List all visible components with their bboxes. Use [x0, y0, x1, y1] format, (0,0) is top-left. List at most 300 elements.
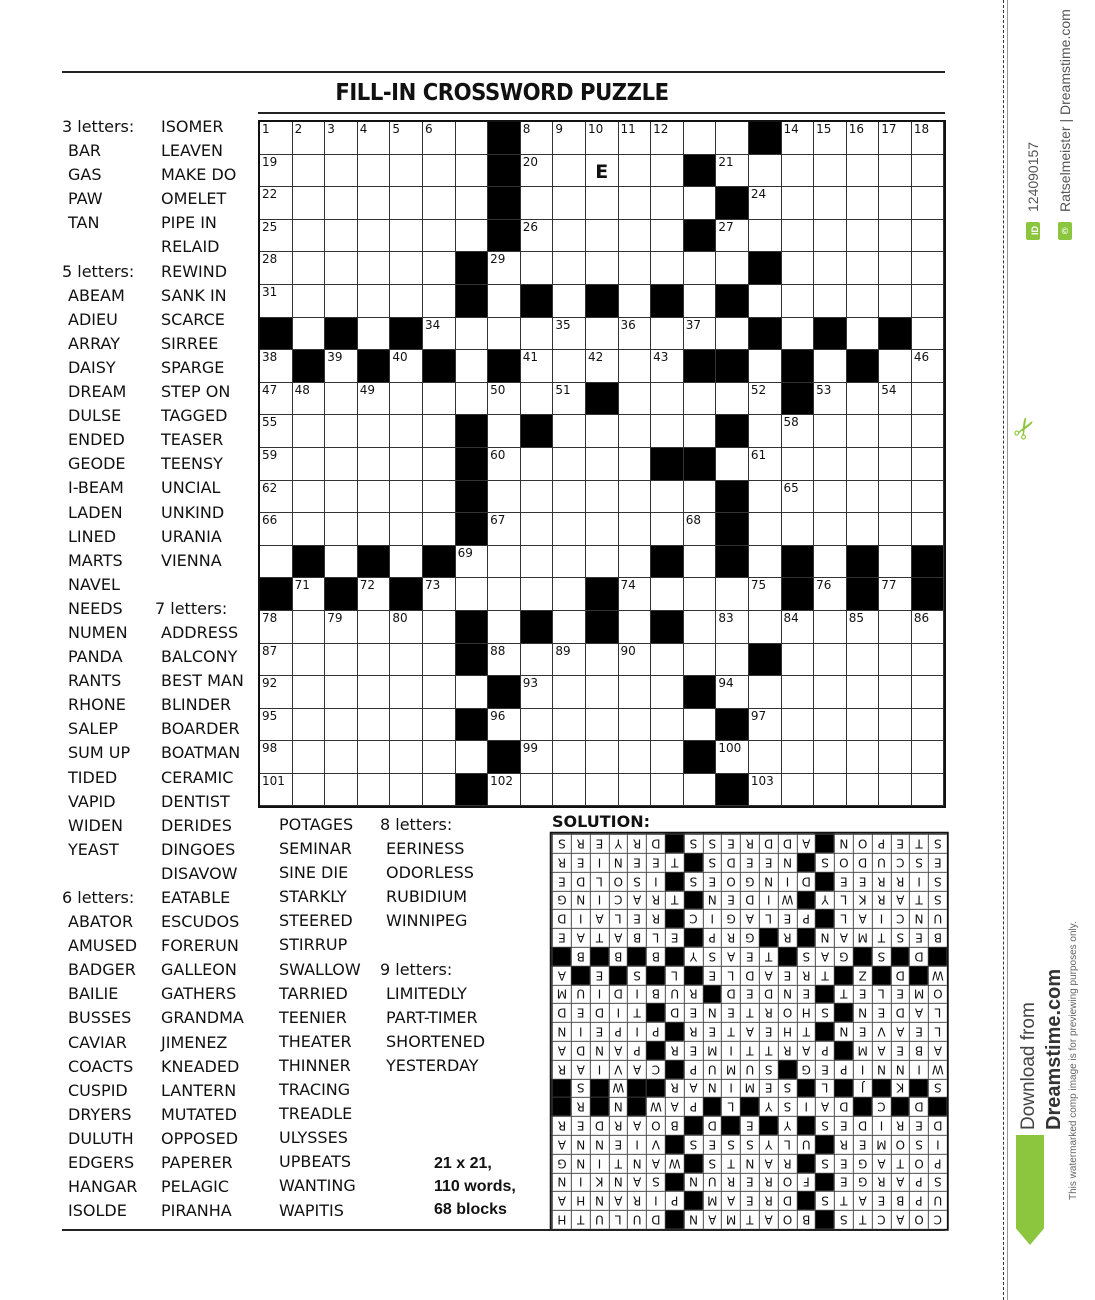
grid-cell[interactable] [847, 709, 880, 742]
grid-cell[interactable] [325, 187, 358, 220]
grid-cell[interactable] [293, 155, 326, 188]
grid-cell[interactable] [325, 481, 358, 514]
grid-cell[interactable] [814, 350, 847, 383]
grid-cell[interactable] [293, 122, 326, 155]
grid-cell[interactable] [521, 481, 554, 514]
grid-cell[interactable] [293, 448, 326, 481]
grid-cell[interactable] [912, 676, 945, 709]
grid-cell[interactable] [293, 611, 326, 644]
grid-cell[interactable] [488, 611, 521, 644]
grid-cell[interactable] [684, 546, 717, 579]
grid-cell[interactable] [619, 546, 652, 579]
grid-cell[interactable] [619, 252, 652, 285]
grid-cell[interactable] [260, 546, 293, 579]
grid-cell[interactable] [325, 644, 358, 677]
grid-cell[interactable] [814, 676, 847, 709]
grid-cell[interactable] [847, 774, 880, 807]
grid-cell[interactable] [390, 448, 423, 481]
grid-cell[interactable] [684, 709, 717, 742]
grid-cell[interactable] [684, 481, 717, 514]
grid-cell[interactable] [782, 611, 815, 644]
grid-cell[interactable] [488, 513, 521, 546]
crossword-grid[interactable] [258, 120, 946, 808]
grid-cell[interactable] [488, 285, 521, 318]
grid-cell[interactable] [586, 741, 619, 774]
grid-cell[interactable] [390, 644, 423, 677]
grid-cell[interactable] [749, 546, 782, 579]
grid-cell[interactable] [814, 513, 847, 546]
grid-cell[interactable] [521, 318, 554, 351]
grid-cell[interactable] [358, 578, 391, 611]
grid-cell[interactable] [847, 220, 880, 253]
grid-cell[interactable] [358, 774, 391, 807]
grid-cell[interactable] [879, 578, 912, 611]
grid-cell[interactable] [814, 187, 847, 220]
grid-cell[interactable] [586, 187, 619, 220]
grid-cell[interactable] [684, 513, 717, 546]
grid-cell[interactable] [619, 644, 652, 677]
grid-cell[interactable] [456, 578, 489, 611]
grid-cell[interactable] [586, 220, 619, 253]
grid-cell[interactable] [553, 644, 586, 677]
grid-cell[interactable] [716, 220, 749, 253]
grid-cell[interactable] [293, 220, 326, 253]
grid-cell[interactable] [521, 383, 554, 416]
grid-cell[interactable] [456, 676, 489, 709]
grid-cell[interactable] [749, 709, 782, 742]
grid-cell[interactable] [912, 481, 945, 514]
grid-cell[interactable] [260, 611, 293, 644]
grid-cell[interactable] [358, 676, 391, 709]
grid-cell[interactable] [358, 122, 391, 155]
grid-cell[interactable] [749, 578, 782, 611]
grid-cell[interactable] [847, 741, 880, 774]
grid-cell[interactable] [782, 644, 815, 677]
grid-cell[interactable] [423, 252, 456, 285]
grid-cell[interactable] [586, 448, 619, 481]
grid-cell[interactable] [619, 220, 652, 253]
grid-cell[interactable] [847, 513, 880, 546]
grid-cell[interactable] [651, 187, 684, 220]
grid-cell[interactable] [847, 252, 880, 285]
grid-cell[interactable] [716, 155, 749, 188]
grid-cell[interactable] [847, 155, 880, 188]
grid-cell[interactable] [423, 774, 456, 807]
grid-cell[interactable] [423, 285, 456, 318]
grid-cell[interactable] [749, 187, 782, 220]
grid-cell[interactable] [879, 546, 912, 579]
grid-cell[interactable] [586, 676, 619, 709]
grid-cell[interactable] [782, 155, 815, 188]
grid-cell[interactable] [293, 481, 326, 514]
grid-cell[interactable] [423, 676, 456, 709]
grid-cell[interactable] [847, 318, 880, 351]
grid-cell[interactable] [325, 415, 358, 448]
grid-cell[interactable] [879, 122, 912, 155]
grid-cell[interactable] [553, 155, 586, 188]
grid-cell[interactable] [912, 415, 945, 448]
grid-cell[interactable] [619, 122, 652, 155]
grid-cell[interactable] [749, 741, 782, 774]
grid-cell[interactable] [423, 578, 456, 611]
grid-cell[interactable] [651, 578, 684, 611]
grid-cell[interactable] [325, 155, 358, 188]
grid-cell[interactable] [553, 448, 586, 481]
grid-cell[interactable] [293, 644, 326, 677]
grid-cell[interactable] [684, 318, 717, 351]
grid-cell[interactable] [260, 513, 293, 546]
grid-cell[interactable] [553, 220, 586, 253]
grid-cell[interactable] [912, 611, 945, 644]
grid-cell[interactable] [749, 285, 782, 318]
grid-cell[interactable] [325, 448, 358, 481]
grid-cell[interactable] [912, 122, 945, 155]
grid-cell[interactable] [912, 220, 945, 253]
grid-cell[interactable] [749, 350, 782, 383]
grid-cell[interactable] [586, 546, 619, 579]
grid-cell[interactable] [488, 415, 521, 448]
grid-cell[interactable] [325, 383, 358, 416]
grid-cell[interactable] [423, 741, 456, 774]
grid-cell[interactable] [325, 252, 358, 285]
grid-cell[interactable] [358, 513, 391, 546]
grid-cell[interactable] [390, 220, 423, 253]
grid-cell[interactable] [619, 448, 652, 481]
grid-cell[interactable] [488, 709, 521, 742]
grid-cell[interactable] [488, 774, 521, 807]
grid-cell[interactable] [553, 252, 586, 285]
grid-cell[interactable] [358, 448, 391, 481]
grid-cell[interactable] [651, 415, 684, 448]
grid-cell[interactable] [586, 709, 619, 742]
grid-cell[interactable] [553, 741, 586, 774]
grid-cell[interactable] [586, 318, 619, 351]
grid-cell[interactable] [619, 350, 652, 383]
grid-cell[interactable] [456, 350, 489, 383]
grid-cell[interactable] [716, 741, 749, 774]
grid-cell[interactable] [684, 285, 717, 318]
grid-cell[interactable] [651, 122, 684, 155]
grid-cell[interactable] [619, 285, 652, 318]
grid-cell[interactable] [879, 285, 912, 318]
grid-cell[interactable] [619, 513, 652, 546]
grid-cell[interactable] [423, 481, 456, 514]
grid-cell[interactable] [782, 774, 815, 807]
grid-cell[interactable] [879, 709, 912, 742]
grid-cell[interactable] [749, 513, 782, 546]
grid-cell[interactable] [586, 644, 619, 677]
grid-cell[interactable] [293, 676, 326, 709]
grid-cell[interactable] [586, 122, 619, 155]
grid-cell[interactable] [553, 285, 586, 318]
grid-cell[interactable] [521, 644, 554, 677]
grid-cell[interactable] [879, 252, 912, 285]
grid-cell[interactable] [651, 383, 684, 416]
grid-cell[interactable] [749, 155, 782, 188]
grid-cell[interactable] [358, 644, 391, 677]
grid-cell[interactable] [521, 578, 554, 611]
grid-cell[interactable] [390, 676, 423, 709]
grid-cell[interactable] [814, 774, 847, 807]
grid-cell[interactable] [782, 122, 815, 155]
grid-cell[interactable] [521, 513, 554, 546]
grid-cell[interactable] [879, 611, 912, 644]
grid-cell[interactable] [358, 481, 391, 514]
grid-cell[interactable] [521, 350, 554, 383]
grid-cell[interactable] [619, 578, 652, 611]
grid-cell[interactable] [651, 709, 684, 742]
grid-cell[interactable] [586, 252, 619, 285]
grid-cell[interactable] [684, 774, 717, 807]
grid-cell[interactable] [879, 741, 912, 774]
grid-cell[interactable] [390, 741, 423, 774]
grid-cell[interactable] [586, 155, 619, 188]
grid-cell[interactable] [684, 252, 717, 285]
grid-cell[interactable] [293, 187, 326, 220]
grid-cell[interactable] [847, 415, 880, 448]
grid-cell[interactable] [358, 611, 391, 644]
grid-cell[interactable] [879, 383, 912, 416]
grid-cell[interactable] [749, 383, 782, 416]
grid-cell[interactable] [423, 187, 456, 220]
grid-cell[interactable] [260, 155, 293, 188]
grid-cell[interactable] [879, 774, 912, 807]
grid-cell[interactable] [684, 644, 717, 677]
grid-cell[interactable] [488, 252, 521, 285]
grid-cell[interactable] [390, 383, 423, 416]
grid-cell[interactable] [847, 611, 880, 644]
grid-cell[interactable] [749, 676, 782, 709]
grid-cell[interactable] [814, 741, 847, 774]
grid-cell[interactable] [749, 481, 782, 514]
grid-cell[interactable] [521, 122, 554, 155]
grid-cell[interactable] [553, 513, 586, 546]
grid-cell[interactable] [325, 122, 358, 155]
grid-cell[interactable] [879, 187, 912, 220]
grid-cell[interactable] [847, 122, 880, 155]
grid-cell[interactable] [847, 481, 880, 514]
grid-cell[interactable] [423, 318, 456, 351]
grid-cell[interactable] [325, 774, 358, 807]
grid-cell[interactable] [325, 709, 358, 742]
grid-cell[interactable] [390, 252, 423, 285]
grid-cell[interactable] [749, 611, 782, 644]
grid-cell[interactable] [619, 676, 652, 709]
grid-cell[interactable] [716, 578, 749, 611]
grid-cell[interactable] [684, 415, 717, 448]
grid-cell[interactable] [521, 741, 554, 774]
grid-cell[interactable] [423, 383, 456, 416]
grid-cell[interactable] [423, 709, 456, 742]
grid-cell[interactable] [553, 709, 586, 742]
grid-cell[interactable] [325, 350, 358, 383]
grid-cell[interactable] [782, 415, 815, 448]
grid-cell[interactable] [879, 220, 912, 253]
grid-cell[interactable] [521, 220, 554, 253]
grid-cell[interactable] [814, 415, 847, 448]
grid-cell[interactable] [586, 415, 619, 448]
grid-cell[interactable] [716, 611, 749, 644]
grid-cell[interactable] [586, 774, 619, 807]
grid-cell[interactable] [293, 741, 326, 774]
grid-cell[interactable] [749, 774, 782, 807]
grid-cell[interactable] [847, 285, 880, 318]
grid-cell[interactable] [390, 546, 423, 579]
grid-cell[interactable] [456, 741, 489, 774]
grid-cell[interactable] [814, 611, 847, 644]
grid-cell[interactable] [358, 383, 391, 416]
grid-cell[interactable] [684, 383, 717, 416]
grid-cell[interactable] [358, 318, 391, 351]
grid-cell[interactable] [488, 644, 521, 677]
grid-cell[interactable] [456, 155, 489, 188]
grid-cell[interactable] [619, 187, 652, 220]
grid-cell[interactable] [619, 611, 652, 644]
grid-cell[interactable] [325, 285, 358, 318]
grid-cell[interactable] [651, 774, 684, 807]
grid-cell[interactable] [749, 448, 782, 481]
grid-cell[interactable] [488, 448, 521, 481]
grid-cell[interactable] [586, 513, 619, 546]
grid-cell[interactable] [553, 350, 586, 383]
grid-cell[interactable] [260, 644, 293, 677]
grid-cell[interactable] [814, 155, 847, 188]
grid-cell[interactable] [423, 220, 456, 253]
grid-cell[interactable] [260, 676, 293, 709]
grid-cell[interactable] [423, 611, 456, 644]
grid-cell[interactable] [553, 122, 586, 155]
grid-cell[interactable] [325, 676, 358, 709]
grid-cell[interactable] [814, 481, 847, 514]
grid-cell[interactable] [390, 709, 423, 742]
grid-cell[interactable] [651, 513, 684, 546]
grid-cell[interactable] [879, 155, 912, 188]
grid-cell[interactable] [521, 155, 554, 188]
grid-cell[interactable] [325, 513, 358, 546]
grid-cell[interactable] [390, 415, 423, 448]
grid-cell[interactable] [651, 741, 684, 774]
grid-cell[interactable] [782, 220, 815, 253]
grid-cell[interactable] [521, 546, 554, 579]
grid-cell[interactable] [782, 285, 815, 318]
grid-cell[interactable] [553, 481, 586, 514]
grid-cell[interactable] [423, 644, 456, 677]
grid-cell[interactable] [814, 220, 847, 253]
grid-cell[interactable] [260, 350, 293, 383]
grid-cell[interactable] [879, 448, 912, 481]
grid-cell[interactable] [847, 187, 880, 220]
grid-cell[interactable] [293, 709, 326, 742]
grid-cell[interactable] [651, 252, 684, 285]
grid-cell[interactable] [521, 448, 554, 481]
grid-cell[interactable] [814, 448, 847, 481]
grid-cell[interactable] [553, 611, 586, 644]
grid-cell[interactable] [879, 350, 912, 383]
grid-cell[interactable] [684, 187, 717, 220]
grid-cell[interactable] [814, 252, 847, 285]
grid-cell[interactable] [716, 676, 749, 709]
grid-cell[interactable] [456, 318, 489, 351]
grid-cell[interactable] [651, 318, 684, 351]
grid-cell[interactable] [912, 350, 945, 383]
grid-cell[interactable] [586, 350, 619, 383]
grid-cell[interactable] [782, 187, 815, 220]
grid-cell[interactable] [619, 481, 652, 514]
grid-cell[interactable] [260, 383, 293, 416]
grid-cell[interactable] [716, 644, 749, 677]
grid-cell[interactable] [521, 774, 554, 807]
grid-cell[interactable] [651, 350, 684, 383]
grid-cell[interactable] [260, 415, 293, 448]
grid-cell[interactable] [553, 383, 586, 416]
grid-cell[interactable] [847, 676, 880, 709]
grid-cell[interactable] [814, 546, 847, 579]
grid-cell[interactable] [553, 578, 586, 611]
grid-cell[interactable] [293, 252, 326, 285]
grid-cell[interactable] [782, 676, 815, 709]
grid-cell[interactable] [814, 578, 847, 611]
grid-cell[interactable] [521, 187, 554, 220]
grid-cell[interactable] [358, 709, 391, 742]
grid-cell[interactable] [358, 741, 391, 774]
grid-cell[interactable] [586, 481, 619, 514]
grid-cell[interactable] [912, 774, 945, 807]
grid-cell[interactable] [456, 383, 489, 416]
grid-cell[interactable] [521, 709, 554, 742]
grid-cell[interactable] [912, 741, 945, 774]
grid-cell[interactable] [912, 383, 945, 416]
grid-cell[interactable] [879, 513, 912, 546]
grid-cell[interactable] [325, 741, 358, 774]
grid-cell[interactable] [782, 741, 815, 774]
grid-cell[interactable] [260, 285, 293, 318]
grid-cell[interactable] [814, 285, 847, 318]
grid-cell[interactable] [260, 252, 293, 285]
grid-cell[interactable] [390, 187, 423, 220]
grid-cell[interactable] [716, 383, 749, 416]
grid-cell[interactable] [488, 481, 521, 514]
grid-cell[interactable] [260, 220, 293, 253]
grid-cell[interactable] [553, 415, 586, 448]
grid-cell[interactable] [456, 187, 489, 220]
grid-cell[interactable] [684, 122, 717, 155]
grid-cell[interactable] [390, 481, 423, 514]
grid-cell[interactable] [260, 448, 293, 481]
grid-cell[interactable] [293, 774, 326, 807]
grid-cell[interactable] [488, 318, 521, 351]
grid-cell[interactable] [782, 448, 815, 481]
grid-cell[interactable] [912, 318, 945, 351]
grid-cell[interactable] [782, 709, 815, 742]
grid-cell[interactable] [260, 122, 293, 155]
grid-cell[interactable] [390, 611, 423, 644]
grid-cell[interactable] [260, 774, 293, 807]
grid-cell[interactable] [716, 122, 749, 155]
grid-cell[interactable] [456, 546, 489, 579]
grid-cell[interactable] [619, 155, 652, 188]
grid-cell[interactable] [651, 220, 684, 253]
grid-cell[interactable] [358, 415, 391, 448]
grid-cell[interactable] [651, 155, 684, 188]
grid-cell[interactable] [553, 546, 586, 579]
grid-cell[interactable] [325, 611, 358, 644]
grid-cell[interactable] [716, 318, 749, 351]
grid-cell[interactable] [358, 252, 391, 285]
grid-cell[interactable] [684, 578, 717, 611]
grid-cell[interactable] [293, 578, 326, 611]
grid-cell[interactable] [912, 155, 945, 188]
grid-cell[interactable] [814, 709, 847, 742]
